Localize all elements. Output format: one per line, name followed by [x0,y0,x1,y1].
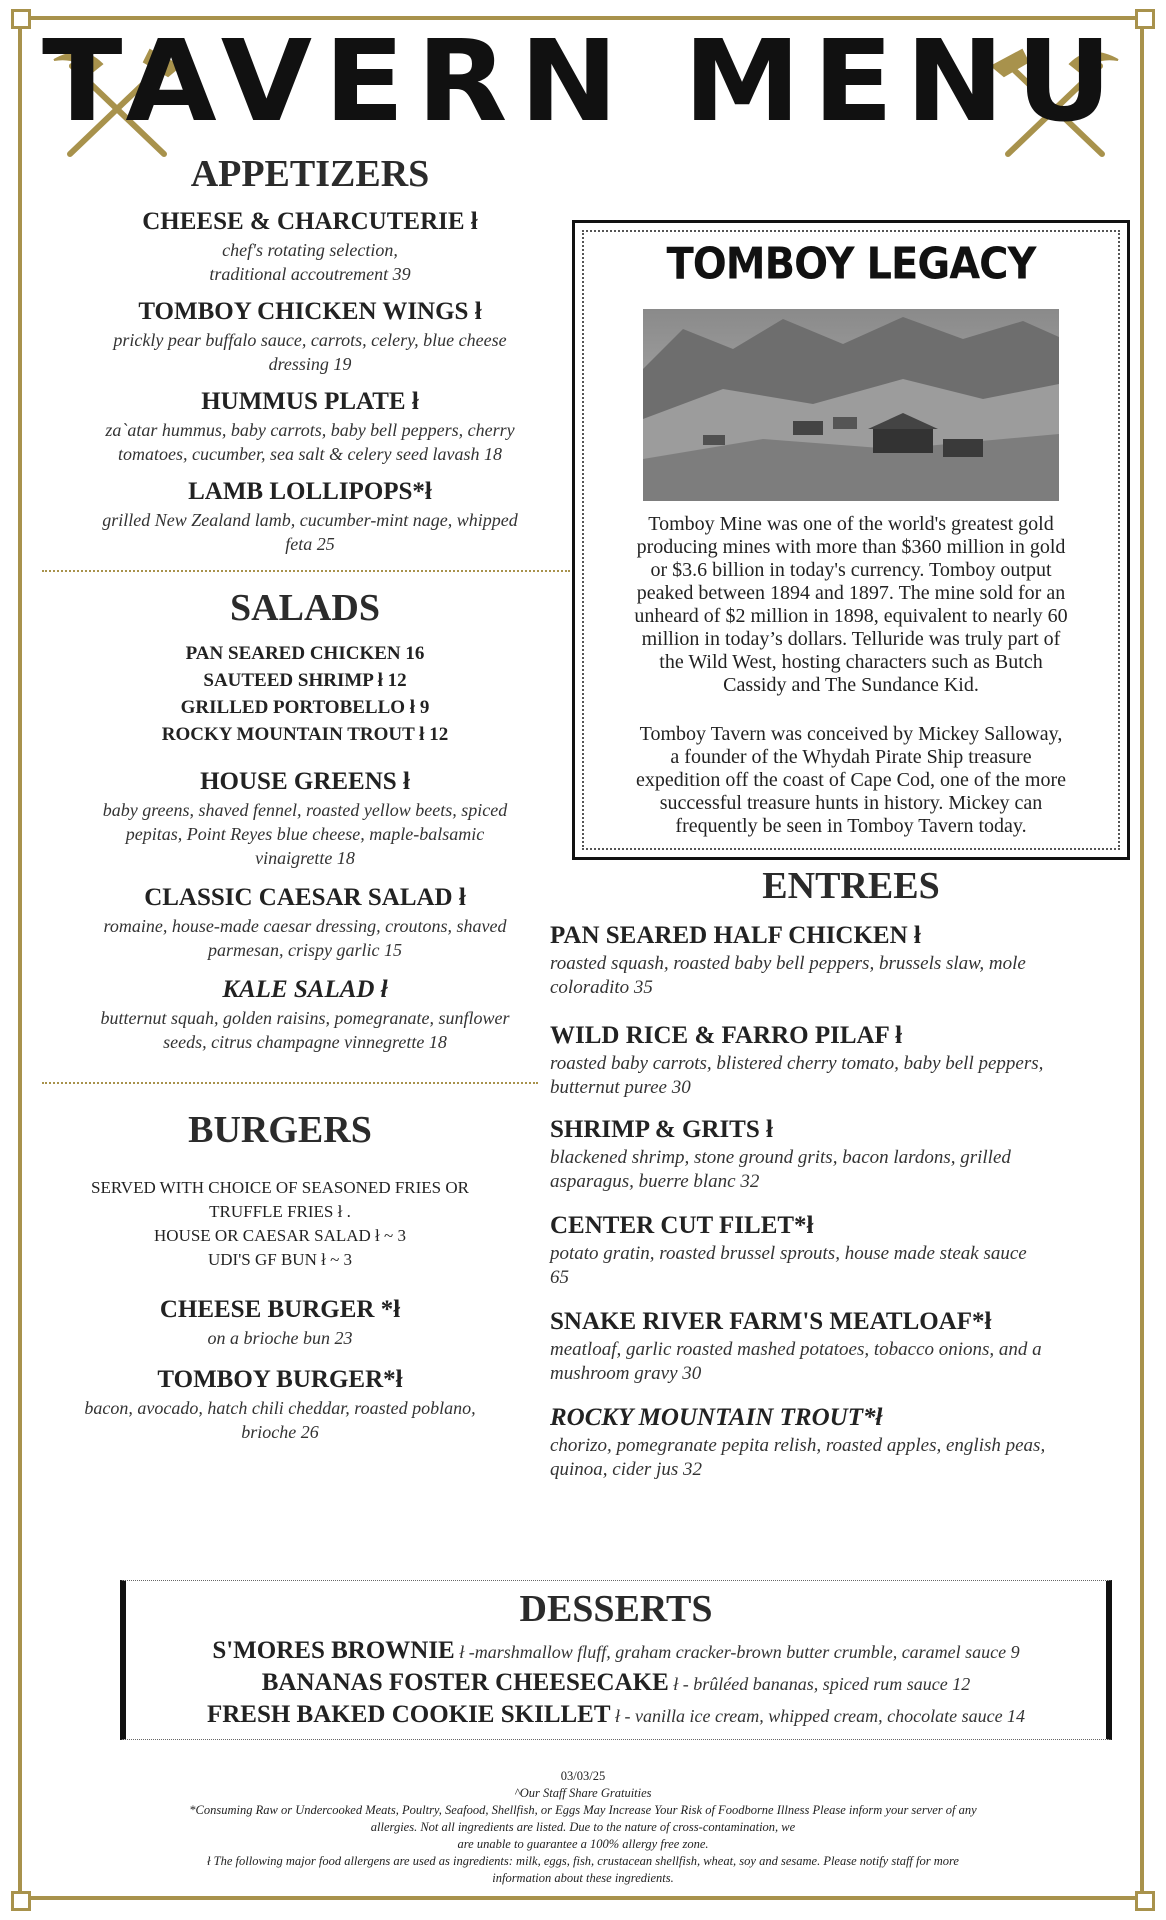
salad-add-on: SAUTEED SHRIMP ł 12 [203,670,407,691]
legacy-paragraph: Tomboy Tavern was conceived by Mickey Salloway, a founder of the Whydah Pirate Ship treasure expedition off the coast of Cape Cod, one of the more successful treasure hunts in history. Mickey can frequently be seen in Tomboy Tavern today. [635,723,1067,837]
item-desc: chorizo, pomegranate pepita relish, roasted apples, english peas, quinoa, cider jus 32 [550,1435,1046,1480]
burger-note: UDI'S GF BUN ł ~ 3 [207,1250,353,1269]
menu-item [40,976,570,1054]
dessert-item [126,1701,1106,1729]
desserts-heading-wrap [126,1587,1106,1631]
salad-add-ons [40,640,570,748]
item-name: CLASSIC CAESAR SALAD ł [144,884,466,911]
item-desc: ł - brûléed bananas, spiced rum sauce 12 [668,1674,971,1694]
menu-item [40,208,580,286]
allergen-note: information about these ingredients. [492,1871,674,1885]
salad-add-on: ROCKY MOUNTAIN TROUT ł 12 [161,724,449,745]
burger-note: SERVED WITH CHOICE OF SEASONED FRIES OR [90,1178,470,1197]
health-warning: are unable to guarantee a 100% allergy free zone. [457,1837,709,1851]
item-name: LAMB LOLLIPOPS*ł [188,478,432,505]
legacy-paragraph: Tomboy Mine was one of the world's greatest gold producing mines with more than $360 million in gold or $3.6 billion in today's currency. Tomboy output peaked between 1894 and 1897. The mine sold for an unheard of $2 million in 1898, equivalent to nearly 60 million in today’s dollars. Telluride was truly part of the Wild West, hosting characters such as Butch Cassidy and The Sundance Kid. [634,513,1068,696]
menu-item [40,1366,520,1444]
dessert-item [126,1669,1106,1697]
item-desc: bacon, avocado, hatch chili cheddar, roasted poblano, brioche 26 [84,1398,476,1442]
item-desc: romaine, house-made caesar dressing, croutons, shaved parmesan, crispy garlic 15 [103,916,507,960]
health-warning: allergies. Not all ingredients are listed. Due to the nature of cross-contamination, we [370,1820,796,1834]
item-desc: on a brioche bun 23 [207,1328,353,1348]
item-name: CENTER CUT FILET*ł [550,1212,814,1239]
item-name: FRESH BAKED COOKIE SKILLET [206,1701,611,1728]
entrees-heading: ENTREES [762,865,940,907]
item-desc: roasted baby carrots, blistered cherry tomato, baby bell peppers, butternut puree 30 [550,1053,1044,1098]
item-name: S'MORES BROWNIE [212,1637,455,1664]
item-name: TOMBOY BURGER*ł [157,1366,403,1393]
menu-item [550,1116,1120,1194]
menu-item [40,298,580,376]
border-corner [1135,1891,1155,1911]
item-desc: ł - vanilla ice cream, whipped cream, chocolate sauce 14 [610,1706,1026,1726]
burgers-section [40,1108,520,1444]
item-desc: potato gratin, roasted brussel sprouts, house made steak sauce 65 [550,1243,1027,1288]
appetizers-heading: APPETIZERS [190,153,430,195]
health-warning: *Consuming Raw or Undercooked Meats, Poultry, Seafood, Shellfish, or Eggs May Increase Your Risk of Foodborne Illness Please inform your server of any [189,1803,977,1817]
page-title: TAVERN MENU [42,15,1124,147]
item-desc: roasted squash, roasted baby bell peppers, brussels slaw, mole coloradito 35 [550,953,1026,998]
salads-heading: SALADS [230,587,380,629]
item-name: HUMMUS PLATE ł [201,388,419,415]
item-name: ROCKY MOUNTAIN TROUT*ł [550,1404,883,1431]
salad-add-on: GRILLED PORTOBELLO ł 9 [180,697,430,718]
menu-item [550,1404,1120,1482]
burger-note: HOUSE OR CAESAR SALAD ł ~ 3 [154,1226,406,1245]
item-desc: za`atar hummus, baby carrots, baby bell peppers, cherry tomatoes, cucumber, sea salt & celery seed lavash 18 [105,420,515,464]
item-name: HOUSE GREENS ł [200,768,410,795]
item-desc: butternut squah, golden raisins, pomegranate, sunflower seeds, citrus champagne vinnegrette 18 [100,1008,510,1052]
item-name: WILD RICE & FARRO PILAF ł [550,1022,903,1049]
dessert-item [126,1637,1106,1665]
menu-date: 03/03/25 [560,1769,606,1783]
legacy-box [572,220,1130,860]
burgers-heading: BURGERS [188,1109,372,1151]
item-desc: prickly pear buffalo sauce, carrots, celery, blue cheese dressing 19 [113,330,507,374]
item-desc: chef's rotating selection, traditional accoutrement 39 [209,240,411,284]
item-desc: ł -marshmallow fluff, graham cracker-brown butter crumble, caramel sauce 9 [454,1642,1020,1662]
menu-item [40,1296,520,1350]
item-name: PAN SEARED HALF CHICKEN ł [550,922,921,949]
item-desc: blackened shrimp, stone ground grits, bacon lardons, grilled asparagus, buerre blanc 32 [550,1147,1011,1192]
salad-add-on: PAN SEARED CHICKEN 16 [185,643,425,664]
item-desc: meatloaf, garlic roasted mashed potatoes, tobacco onions, and a mushroom gravy 30 [550,1339,1042,1384]
desserts-heading: DESSERTS [519,1588,713,1630]
legacy-title: TOMBOY LEGACY [666,238,1036,290]
border-corner [11,1891,31,1911]
appetizers-section [40,152,580,556]
desserts-section [120,1580,1112,1740]
item-name: KALE SALAD ł [222,976,388,1003]
item-desc: baby greens, shaved fennel, roasted yellow beets, spiced pepitas, Point Reyes blue cheese, maple-balsamic vinaigrette 18 [102,800,508,868]
menu-item [550,1212,1120,1290]
section-divider [42,1082,538,1084]
item-name: SHRIMP & GRITS ł [550,1116,773,1143]
mine-photo [643,309,1059,501]
burger-notes [40,1176,520,1272]
item-name: CHEESE BURGER *ł [159,1296,401,1323]
burger-note: TRUFFLE FRIES ł . [209,1202,351,1221]
menu-item [40,478,580,556]
entrees-heading-wrap [572,864,1130,908]
salads-section [40,586,570,1054]
item-desc: grilled New Zealand lamb, cucumber-mint nage, whipped feta 25 [102,510,518,554]
gratuity-note: ^Our Staff Share Gratuities [514,1786,652,1800]
section-divider [42,570,570,572]
item-name: CHEESE & CHARCUTERIE ł [142,208,478,235]
menu-item [550,1308,1120,1386]
menu-item [550,922,1120,1000]
item-name: TOMBOY CHICKEN WINGS ł [138,298,482,325]
menu-item [550,1022,1120,1100]
allergen-note: ł The following major food allergens are used as ingredients: milk, eggs, fish, crustacean shellfish, wheat, soy and sesame. Please notify staff for more [207,1854,959,1868]
footer [130,1768,1036,1887]
menu-item [40,884,570,962]
menu-item [40,768,570,870]
item-name: SNAKE RIVER FARM'S MEATLOAF*ł [550,1308,992,1335]
menu-item [40,388,580,466]
item-name: BANANAS FOSTER CHEESECAKE [261,1669,669,1696]
